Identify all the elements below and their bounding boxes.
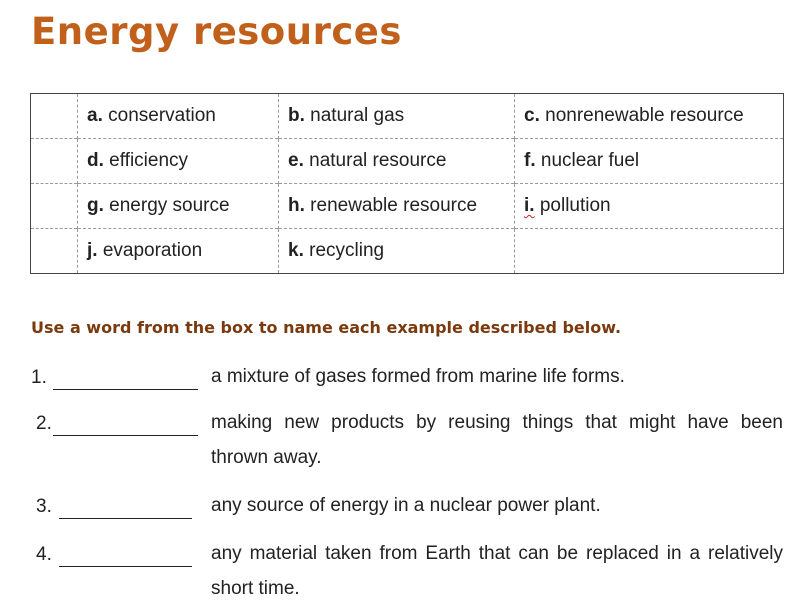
answer-blank[interactable]: [53, 369, 198, 390]
term-letter: k.: [288, 240, 304, 261]
word-box-cell-empty: [31, 94, 78, 139]
word-box-cell: [279, 184, 515, 229]
term-letter: f.: [524, 150, 536, 171]
answer-blank[interactable]: [59, 546, 192, 567]
term-text: nonrenewable resource: [539, 105, 744, 126]
word-box-row: [31, 229, 784, 274]
word-box-cell: [78, 184, 279, 229]
term-text: conservation: [102, 105, 216, 126]
word-box-cell: [279, 229, 515, 274]
term-letter: i.: [524, 195, 535, 216]
word-box-cell: [78, 139, 279, 184]
word-box-cell-empty: [31, 139, 78, 184]
term-text: natural resource: [303, 150, 447, 171]
word-box-cell-empty: [515, 229, 784, 274]
question-description: making new products by reusing things that might have been thrown away.: [211, 412, 783, 468]
instruction-text: Use a word from the box to name each example described below.: [31, 318, 622, 337]
term-letter: g.: [87, 195, 104, 216]
answer-blank[interactable]: [59, 498, 192, 519]
term-letter: h.: [288, 195, 305, 216]
term-letter: j.: [87, 240, 98, 261]
term-letter: d.: [87, 150, 104, 171]
term-text: natural gas: [304, 105, 405, 126]
term-text: pollution: [534, 195, 611, 216]
word-box-row: [31, 184, 784, 229]
word-box-row: [31, 139, 784, 184]
word-box-cell: [78, 94, 279, 139]
word-box-cell: [515, 94, 784, 139]
word-box-cell: [515, 184, 784, 229]
question-number: 1.: [31, 367, 47, 388]
question-number: 2.: [36, 413, 52, 434]
word-box-cell: [78, 229, 279, 274]
term-text: recycling: [303, 240, 385, 261]
term-letter: a.: [87, 105, 103, 126]
word-box-cell: [279, 94, 515, 139]
term-text: nuclear fuel: [535, 150, 640, 171]
question-description: any material taken from Earth that can be replaced in a relatively short time.: [211, 543, 783, 599]
term-text: energy source: [103, 195, 230, 216]
term-letter: e.: [288, 150, 304, 171]
term-text: renewable resource: [304, 195, 478, 216]
word-box-cell-empty: [31, 229, 78, 274]
word-box-cell: [279, 139, 515, 184]
answer-blank[interactable]: [53, 415, 198, 436]
word-box-row: [31, 94, 784, 139]
page-title: Energy resources: [31, 10, 402, 53]
word-box-table: [30, 93, 784, 274]
term-letter: b.: [288, 105, 305, 126]
word-box-cell: [515, 139, 784, 184]
question-number: 4.: [36, 544, 52, 565]
term-text: efficiency: [103, 150, 189, 171]
question-description: any source of energy in a nuclear power plant.: [211, 495, 601, 516]
question-description: a mixture of gases formed from marine life forms.: [211, 366, 625, 387]
question-number: 3.: [36, 496, 52, 517]
word-box-cell-empty: [31, 184, 78, 229]
term-text: evaporation: [97, 240, 203, 261]
term-letter: c.: [524, 105, 540, 126]
